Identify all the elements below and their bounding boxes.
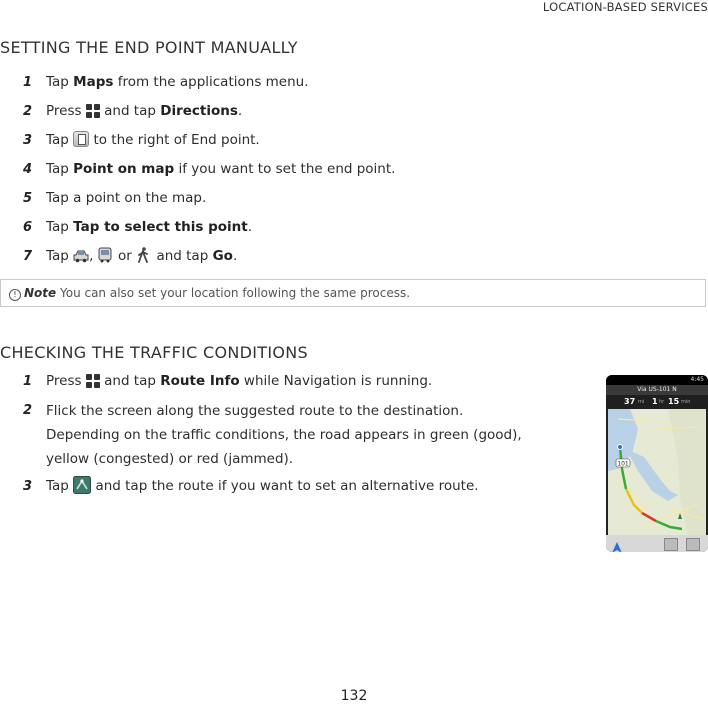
status-bar: 4:45: [606, 375, 708, 385]
step-number: 5: [23, 191, 33, 206]
page-number: 132: [340, 688, 368, 704]
step-4: 4 Tap Point on map if you want to set the end point.: [0, 155, 349, 184]
route-via-label: Via US-101 N: [606, 385, 708, 395]
step-number: 2: [23, 104, 33, 119]
end-point-options-icon: [73, 131, 89, 147]
step-number: 4: [23, 162, 33, 177]
nav-bottom-bar: [606, 535, 708, 552]
note-label: Note: [24, 286, 57, 300]
step-number: 7: [23, 249, 33, 264]
point-on-map-label: Point on map: [73, 161, 175, 177]
layers-icon[interactable]: [686, 538, 700, 551]
info-icon: !: [9, 289, 21, 301]
navigation-screenshot: [606, 375, 708, 552]
route-info-label: Route Info: [160, 373, 240, 389]
section-title-end-point: SETTING THE END POINT MANUALLY: [0, 38, 298, 57]
highway-shield: 101: [617, 460, 629, 468]
tap-to-select-label: Tap to select this point: [73, 219, 248, 235]
navigation-arrow-icon[interactable]: [612, 538, 622, 552]
steps-list-end-point: [0, 68, 396, 271]
route-map[interactable]: [608, 409, 706, 535]
step-number: 1: [23, 374, 33, 389]
step-2: 2 Press and tap Directions.: [0, 97, 349, 126]
menu-key-icon: [86, 374, 100, 388]
step-number: 6: [23, 220, 33, 235]
step-number: 3: [23, 479, 33, 494]
step-5: 5 Tap a point on the map.: [0, 184, 349, 213]
note-box: [0, 279, 706, 307]
step-6: 6 Tap Tap to select this point.: [0, 213, 349, 242]
step-number: 3: [23, 133, 33, 148]
steps-list-traffic: [0, 367, 522, 501]
step-number: 1: [23, 75, 33, 90]
step-1: 1 Press and tap Route Info while Navigation is running.: [0, 367, 500, 396]
car-icon: [73, 245, 89, 261]
go-label: Go: [212, 248, 233, 264]
maps-label: Maps: [73, 74, 114, 90]
step-3: 3 Tap to the right of End point.: [0, 126, 349, 155]
eta-bar: 37 mi 1 hr 15 min: [606, 395, 708, 409]
step-7: 7 Tap , or and tap Go.: [0, 242, 349, 271]
menu-key-icon: [86, 104, 100, 118]
step-1: 1 Tap Maps from the applications menu.: [0, 68, 349, 97]
alternative-route-icon[interactable]: [664, 538, 678, 551]
step-number: 2: [23, 403, 33, 418]
directions-label: Directions: [160, 103, 238, 119]
section-title-traffic: CHECKING THE TRAFFIC CONDITIONS: [0, 343, 309, 362]
walking-person-icon: [136, 245, 152, 261]
bus-icon: [98, 245, 114, 261]
step-3: 3 Tap and tap the route if you want to set an alternative route.: [0, 472, 500, 501]
running-header: LOCATION-BASED SERVICES: [542, 0, 708, 14]
alternative-route-icon: [73, 476, 91, 494]
step-2: 2 Flick the screen along the suggested route to the destination. Depending on the traffic conditions, the road appears in green (good), yellow (congested) or red (jammed).: [0, 396, 500, 472]
note-text: You can also set your location following the same process.: [56, 286, 411, 300]
